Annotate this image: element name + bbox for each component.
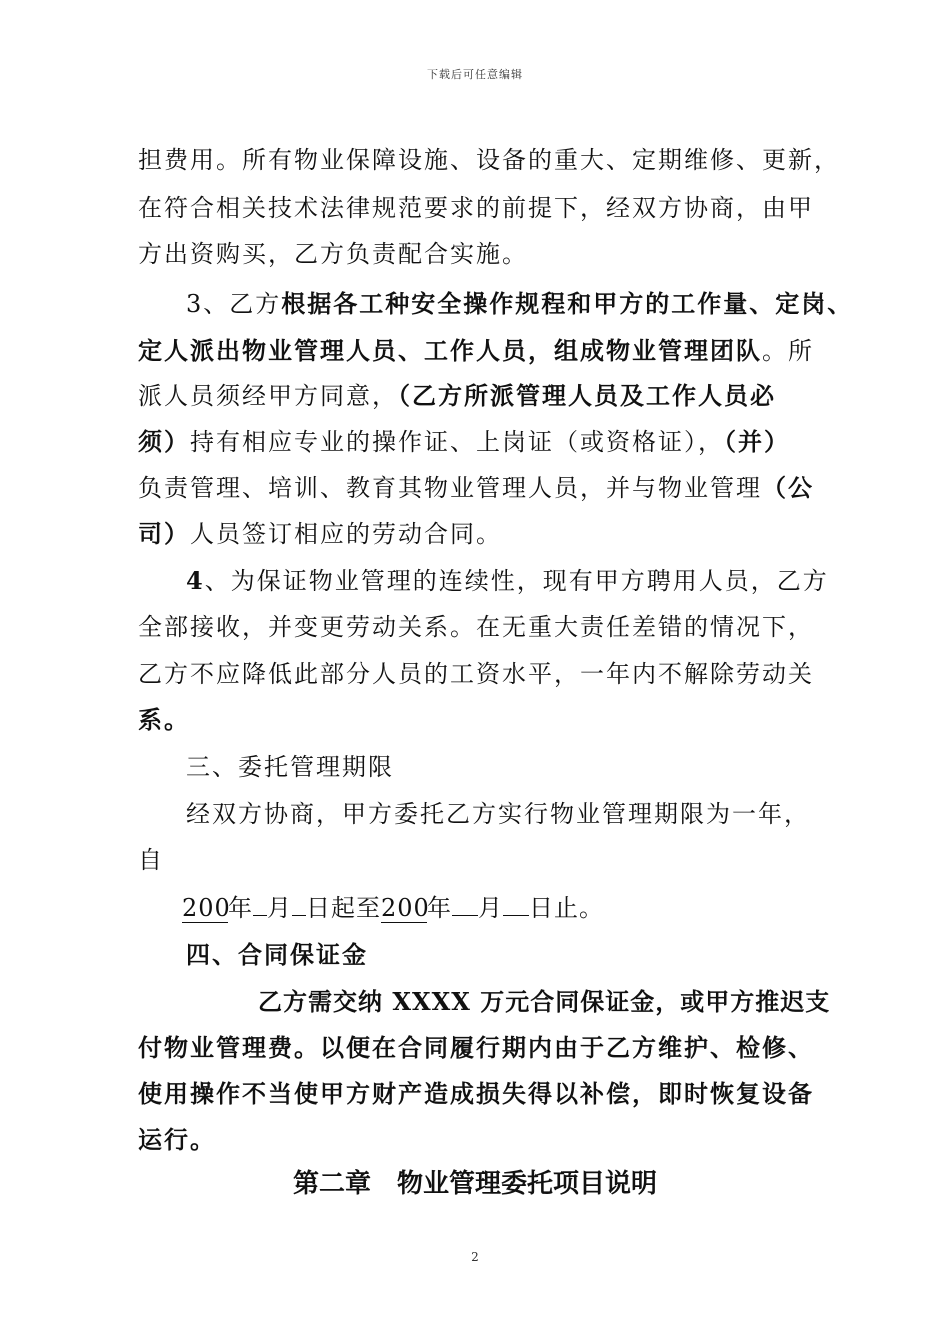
date-text: 月 (478, 894, 503, 922)
paragraph-line (138, 424, 838, 460)
page-number: 2 (471, 1250, 479, 1264)
paragraph-line (138, 470, 838, 506)
paragraph-line: 系。 (138, 705, 190, 734)
paragraph-line: 付物业管理费。以便在合同履行期内由于乙方维护、检修、 (138, 1033, 814, 1062)
year-blank-end: 200 (381, 894, 430, 922)
paragraph-line (186, 563, 886, 599)
date-line (182, 890, 882, 926)
paragraph-line: 乙方不应降低此部分人员的工资水平，一年内不解除劳动关 (138, 660, 814, 688)
date-text: 日止。 (529, 894, 604, 922)
bold-text-run: 司） (138, 519, 190, 548)
bold-text-run: 须） (138, 427, 190, 456)
bold-text-run: （公 (762, 473, 814, 502)
paragraph-line: 自 (138, 846, 164, 874)
text-run: 负责管理、培训、教育其物业管理人员，并与物业管理 (138, 474, 762, 502)
bold-text-run: 根据各工种安全操作规程和甲方的工作量、定岗、 (281, 289, 854, 318)
paragraph-line: 运行。 (138, 1125, 216, 1154)
date-text: 年 (427, 894, 452, 922)
text-run: 人员签订相应的劳动合同。 (190, 520, 502, 548)
text-run: 、为保证物业管理的连续性，现有甲方聘用人员，乙方 (204, 567, 829, 595)
paragraph-line (138, 378, 838, 414)
date-text: 日起至 (306, 894, 381, 922)
paragraph-line: 在符合相关技术法律规范要求的前提下，经双方协商，由甲 (138, 194, 814, 222)
paragraph-line (138, 516, 838, 552)
bold-text-run: （并） (724, 427, 790, 456)
paragraph-line: 方出资购买，乙方负责配合实施。 (138, 240, 528, 268)
bold-text-run: 4 (186, 566, 205, 595)
paragraph-line: 全部接收，并变更劳动关系。在无重大责任差错的情况下， (138, 613, 814, 641)
paragraph-line: 乙方需交纳 XXXX 万元合同保证金，或甲方推迟支 (258, 987, 831, 1016)
section-heading: 四、合同保证金 (186, 940, 368, 969)
year-blank-start: 200 (182, 894, 231, 922)
day-blank-start (292, 915, 306, 916)
section-heading: 三、委托管理期限 (186, 753, 394, 781)
bold-text-run: 定人派出物业管理人员、工作人员，组成物业管理团队 (138, 336, 762, 365)
page-header: 下载后可任意编辑 (427, 68, 523, 81)
month-blank-start (253, 915, 267, 916)
text-run: 派人员须经甲方同意， (138, 382, 398, 410)
paragraph-line (186, 286, 886, 322)
paragraph-line (138, 333, 838, 369)
month-blank-end (452, 915, 478, 916)
chapter-title: 物业管理委托项目说明 (397, 1169, 658, 1199)
text-run: 3、乙方 (186, 290, 282, 318)
paragraph-line: 经双方协商，甲方委托乙方实行物业管理期限为一年， (186, 800, 810, 828)
paragraph-line: 使用操作不当使甲方财产造成损失得以补偿，即时恢复设备 (138, 1079, 814, 1108)
chapter-heading (0, 1163, 950, 1200)
text-run: 持有相应专业的操作证、上岗证（或资格证）， (190, 428, 724, 456)
bold-text-run: （乙方所派管理人员及工作人员必 (398, 381, 776, 410)
date-text: 月 (267, 894, 292, 922)
day-blank-end (503, 915, 529, 916)
text-run: 。所 (762, 337, 814, 365)
date-text: 年 (228, 894, 253, 922)
chapter-number: 第二章 (292, 1169, 371, 1199)
paragraph-line: 担费用。所有物业保障设施、设备的重大、定期维修、更新， (138, 146, 840, 174)
